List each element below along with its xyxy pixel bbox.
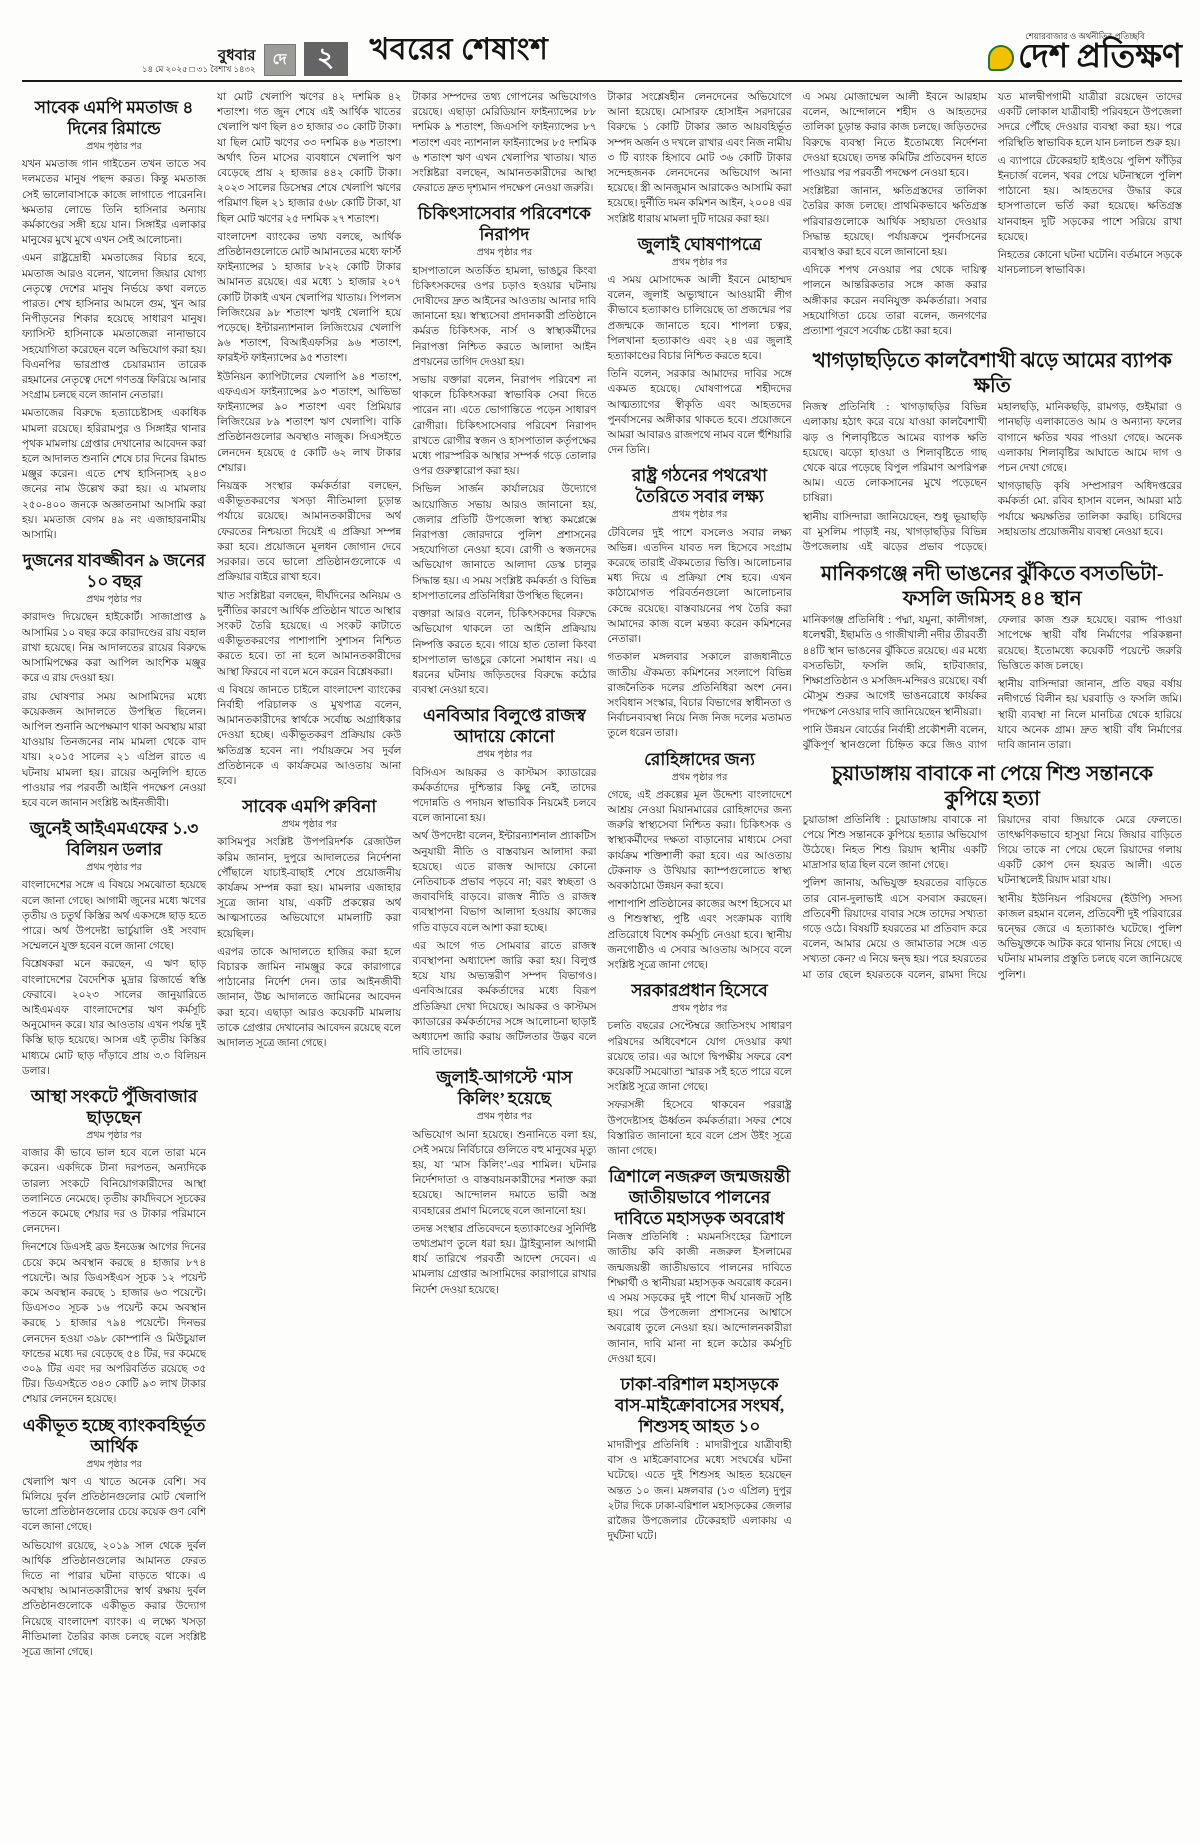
header-rule	[22, 80, 1182, 82]
continued-from-front-tag: প্রথম পৃষ্ঠার পর	[671, 772, 728, 783]
article-paragraph: নিহতের কোনো ঘটনা ঘটেনি। বর্তমানে সড়কে যানচলাচল স্বাভাবিক।	[997, 250, 1182, 277]
article-paragraph: বিশ্লেষকরা মনে করছেন, এ ঋণ ছাড় বাংলাদেশের বৈদেশিক মুদ্রার রিজার্ভে স্বস্তি ফেরাবে। ২০২৩ সালের জানুয়ারিতে আইএমএফ বাংলাদেশের ঋণ কর্মসূচি অনুমোদন করে। যার আওতায় এখন পর্যন্ত দুই কিস্তি ছাড় হয়েছে। আসন্ন এই তৃতীয় কিস্তির মাধ্যমে মোট ছাড় দাঁড়াবে প্রায় ৩.৩ বিলিয়ন ডলার।	[22, 959, 207, 1077]
article-paragraph: বক্তারা আরও বলেন, চিকিৎসকদের বিরুদ্ধে অভিযোগ থাকলে তা আইনি প্রক্রিয়ায় নিষ্পত্তি করতে হবে। গায়ে হাত তোলা কিংবা হাসপাতাল ভাঙচুর কোনো সমাধান নয়। এ ধরনের ঘটনায় জড়িতদের বিরুদ্ধে কঠোর ব্যবস্থা নেওয়া হবে।	[412, 609, 597, 697]
article-paragraph: নিজস্ব প্রতিনিধি : ময়মনসিংহের ত্রিশালে জাতীয় কবি কাজী নজরুল ইসলামের জন্মজয়ন্তী জাতীয়ভাবে পালনের দাবিতে শিক্ষার্থী ও স্থানীয়রা মহাসড়ক অবরোধ করেন। এ সময় সড়কের দুই পাশে দীর্ঘ যানজট সৃষ্টি হয়। পরে উপজেলা প্রশাসনের আশ্বাসে অবরোধ তুলে নেওয়া হয়। আন্দোলনকারীরা জানান, দাবি মানা না হলে কঠোর কর্মসূচি দেওয়া হবে।	[607, 1232, 792, 1365]
masthead-tagline: শেয়ারবাজার ও অর্থনীতির প্রতিচ্ছবি	[1025, 30, 1145, 41]
article-body	[22, 878, 206, 1079]
article-paragraph: টেবিলের দুই পাশে বসলেও সবার লক্ষ্য অভিন্ন। এতদিন যাবত দল হিসেবে সংগ্রাম করেছে তারাই ঐকমত্যের ভিত্তি। আলোচনার মধ্য দিয়ে এ প্রক্রিয়া শেষ হবে। এখন কাঠামোগত পরিবর্তনগুলো আলোচনার কেন্দ্রে রয়েছে। বাস্তবায়নের পথ তৈরি করা আমাদের কাজ বলে মন্তব্য করেন কমিশনের নেতারা।	[607, 527, 792, 646]
article	[803, 562, 1182, 754]
article	[217, 90, 401, 789]
article	[803, 349, 1182, 555]
article-paragraph: বিসিএস আয়কর ও কাস্টমস ক্যাডারের কর্মকর্তাদের দুশ্চিন্তার কিছু নেই, তাদের পদোন্নতি ও পদায়ন স্বাভাবিক নিয়মেই চলবে বলে জানানো হয়।	[412, 767, 597, 825]
article-body	[607, 1019, 791, 1159]
column-4	[607, 90, 791, 1810]
masthead-title	[988, 41, 1182, 74]
day-name: বুধবার	[217, 48, 256, 65]
continued-from-front-tag: প্রথম পৃষ্ঠার পর	[86, 1459, 142, 1470]
continued-from-front-tag: প্রথম পৃষ্ঠার পর	[281, 820, 338, 831]
article-paragraph: খাগড়াছড়ি কৃষি সম্প্রসারণ অধিদপ্তরের কর্মকর্তা মো. রবিব হাসান বলেন, আমরা মাঠ পর্যায়ে ক্ষয়ক্ষতির তালিকা করছি। চাষিদের সহায়তায় প্রয়োজনীয় ব্যবস্থা নেওয়া হবে।	[997, 481, 1182, 538]
article	[412, 90, 596, 196]
article-paragraph: নিয়ন্ত্রক সংস্থার কর্মকর্তারা বলছেন, একীভূতকরণের খসড়া নীতিমালা চূড়ান্ত পর্যায়ে রয়েছে। আমানতকারীদের অর্থ ফেরতের নিশ্চয়তা দিয়েই এ প্রক্রিয়া সম্পন্ন করা হবে। প্রয়োজনে মূলধন জোগান দেবে সরকার। তবে ভালো প্রতিষ্ঠানগুলোকে এ প্রক্রিয়ার বাইরে রাখা হবে।	[217, 481, 402, 584]
article-paragraph: এর আগে গত সোমবার রাতে রাজস্ব ব্যবস্থাপনা অধ্যাদেশ জারি করা হয়। বিলুপ্ত হয়ে যায় অভ্যন্তরীণ সম্পদ বিভাগও। এনবিআরের কর্মকর্তাদের মধ্যে বিরূপ প্রতিক্রিয়া দেখা দিয়েছে। আয়কর ও কাস্টমস ক্যাডারের কর্মকর্তাদের সঙ্গে আলোচনা ছাড়াই অধ্যাদেশ জারি করায় জটিলতার উদ্ভব বলে দাবি তাদের।	[412, 940, 597, 1059]
article	[607, 234, 791, 459]
continued-from-front-tag: প্রথম পৃষ্ঠার পর	[86, 863, 142, 874]
column-right-wide	[803, 90, 1182, 1810]
article-paragraph: পুলিশ জানায়, অভিযুক্ত হযরতের বাড়িতে তার বোন-দুলাভাই এসে বসবাস করছেন। প্রতিবেশী রিয়াদের বাবার সঙ্গে তাদের সখ্যতা গড়ে ওঠে। বিষয়টি হযরতের মা প্রতিবাদ করে বলেন, আমার মেয়ে ও জামাতার সঙ্গে এত সখ্যতা কেন? এ নিয়ে দ্বন্দ্ব হয়। পরে হযরতের মা তার ছেলে হযরতকে বলেন, রামদা দিয়ে রিয়াদের বাবা জিয়াকে মেরে ফেলতে। তাৎক্ষণিকভাবে হাসুয়া নিয়ে জিয়ার বাড়িতে গিয়ে তাকে না পেয়ে ছেলে রিয়াদের গলায় একটি কোপ দেন হযরত আলী। এতে ঘটনাস্থলেই রিয়াদ মারা যায়।	[802, 814, 1182, 981]
continued-from-front-tag: প্রথম পৃষ্ঠার পর	[671, 1004, 728, 1015]
continued-from-front-tag: প্রথম পৃষ্ঠার পর	[476, 1112, 533, 1123]
article	[412, 705, 596, 1060]
masthead-title-text: দেশ প্রতিক্ষণ	[1017, 39, 1182, 75]
article-paragraph: যখন মমতাজ গান গাইতেন তখন তাতে সব দলমতের মানুষ পছন্দ করত। কিন্তু মমতাজ সেই ভালোবাসাকে কাজে লাগাতে পারেননি। ক্ষমতার লোভে তিনি হাসিনার অন্যায় কর্মকাণ্ডের সঙ্গী হয়ে যান। সিঙ্গাইর এলাকার মানুষের মুখে মুখে এখন সেই আলোচনা।	[22, 159, 207, 247]
article	[217, 796, 401, 1051]
article	[607, 749, 791, 974]
article	[607, 1374, 791, 1544]
article-paragraph: গেছে, এই প্রকল্পের মূল উদ্দেশ্য বাংলাদেশে আশ্রয় নেওয়া মিয়ানমারের রোহিঙ্গাদের জন্য জরুরি স্বাস্থ্যসেবা নিশ্চিত করা। চিকিৎসক ও স্বাস্থ্যকর্মীদের দক্ষতা বাড়ানোর মাধ্যমে সেবা কার্যক্রম শক্তিশালী করা হবে। এর আওতায় টেকনাফ ও উখিয়ার ক্যাম্পগুলোতে স্বাস্থ্য অবকাঠামো উন্নয়ন করা হবে।	[607, 789, 792, 892]
article-paragraph: কাসিমপুর সংশ্লিষ্ট উপপরিদর্শক রেজাউল করিম জানান, দুপুরে আদালতের নির্দেশনা পৌঁছালে যাচাই-বাছাই শেষে প্রয়োজনীয় কার্যক্রম সম্পন্ন করা হয়। মামলার এজাহার সূত্রে জানা যায়, একটি প্রকল্পের অর্থ আত্মসাতের অভিযোগে মামলাটি করা হয়েছিল।	[217, 837, 402, 940]
column-3	[412, 90, 596, 1810]
article	[607, 1166, 791, 1367]
page-columns	[22, 90, 1182, 1810]
article-paragraph: যা মোট খেলাপি ঋণের ৪২ দশমিক ৪২ শতাংশ। গত জুন শেষে এই আর্থিক খাতের খেলাপি ঋণ ছিল ৪৩ হাজার ৩০ কোটি টাকা। যা ছিল মোট ঋণের ৩৩ দশমিক ৪৬ শতাংশ। অর্থাৎ তিন মাসের ব্যবধানে খেলাপি ঋণ বেড়েছে প্রায় ২ হাজার ৪৪২ কোটি টাকা। ২০২৩ সালের ডিসেম্বর শেষে খেলাপি ঋণের পরিমাণ ছিল ২১ হাজার ৫৬৮ কোটি টাকা, যা ছিল মোট ঋণের ২৫ দশমিক ২৭ শতাংশ।	[217, 92, 402, 225]
article-paragraph: তদন্ত সংস্থার প্রতিবেদনে হত্যাকাণ্ডের সুনির্দিষ্ট তথ্যপ্রমাণ তুলে ধরা হয়। ট্রাইব্যুনাল আগামী ধার্য তারিখে পরবর্তী আদেশ দেবেন। এ মামলায় গ্রেপ্তার আসামিদের কারাগারে রাখার নির্দেশ দেওয়া হয়েছে।	[412, 1223, 597, 1296]
article	[607, 465, 791, 741]
article-paragraph: বাংলাদেশ ব্যাংকের তথ্য বলছে, আর্থিক প্রতিষ্ঠানগুলোতে মোট আমানতের মধ্যে ফার্স্ট ফাইন্যান্সের ১ হাজার ৮২২ কোটি টাকার আমানত রয়েছে। এর মধ্যে ১ হাজার ২০৭ কোটি টাকাই এখন খেলাপির খাতায়। পিপলস লিজিংয়ের ৯৮ শতাংশ ঋণই খেলাপি হয়ে পড়েছে। ইন্টারন্যাশনাল লিজিংয়ের খেলাপি ৯৬ শতাংশ, বিআইএফসির ৯৬ শতাংশ, ফারইস্ট ফাইন্যান্সের ৯৫ শতাংশ।	[217, 231, 402, 365]
continued-from-front-tag: প্রথম পৃষ্ঠার পর	[86, 1130, 142, 1141]
article-paragraph: এদিকে শপথ নেওয়ার পর থেকে দায়িত্ব পালনে আন্তরিকতার সঙ্গে কাজ করার অঙ্গীকার করেন নবনিযুক্ত কর্মকর্তারা। সবার সহযোগিতা চেয়ে তারা বলেন, জনগণের প্রত্যাশা পূরণে সর্বোচ্চ চেষ্টা করা হবে।	[802, 265, 987, 338]
article-body	[217, 835, 401, 1051]
article-paragraph: ইউনিয়ন ক্যাপিটালের খেলাপি ৯৪ শতাংশ, এফএএস ফাইন্যান্সের ৯৩ শতাংশ, আভিভা ফাইন্যান্সের ৯০ শতাংশ এবং প্রিমিয়ার লিজিংয়ের ৮৯ শতাংশ ঋণ খেলাপি। বাকি প্রতিষ্ঠানগুলোর অবস্থাও নাজুক। সিএসইতে লেনদেন হয়েছে ৫ কোটি ৬২ লাখ টাকার শেয়ার।	[217, 371, 402, 474]
masthead-emblem-icon	[988, 45, 1014, 71]
article-headline: জুলাই-আগস্টে ‘মাস কিলিং’ হয়েছে	[436, 1068, 573, 1109]
article	[412, 1067, 596, 1297]
article-paragraph: হাসপাতালে অতর্কিত হামলা, ভাঙচুর কিংবা চিকিৎসকদের ওপর চড়াও হওয়ার ঘটনায় দোষীদের দ্রুত আইনের আওতায় আনার দাবি জানানো হয়। স্বাস্থ্যসেবা প্রদানকারী প্রতিষ্ঠানে কর্মরত চিকিৎসক, নার্স ও স্বাস্থ্যকর্মীদের নিরাপত্তা নিশ্চিত করতে আলাদা আইন প্রণয়নের তাগিদ দেওয়া হয়।	[412, 265, 597, 368]
article-paragraph: এ সময় মোসাদ্দেক আলী ইবনে মোহাম্মদ বলেন, জুলাই অভ্যুত্থানে আওয়ামী লীগ কীভাবে হত্যাকাণ্ড চালিয়েছে তা প্রজন্মের পর প্রজন্মকে জানাতে হবে। শাপলা চত্বর, পিলখানা হত্যাকাণ্ড এবং ২৪ এর জুলাই হত্যাকাণ্ডের বিচার নিশ্চিত করতে হবে।	[607, 275, 792, 363]
article-body	[803, 613, 1182, 754]
article-paragraph: চুয়াডাঙ্গা প্রতিনিধি : চুয়াডাঙ্গায় বাবাকে না পেয়ে শিশু সন্তানকে কুপিয়ে হত্যার অভিযোগ উঠেছে। নিহত শিশু রিয়াদ স্থানীয় একটি মাদ্রাসার ছাত্র ছিল বলে জানা গেছে।	[802, 814, 987, 872]
article-paragraph: স্থানীয় বাসিন্দারা জানান, প্রতি বছর বর্ষায় নদীগর্ভে বিলীন হয় ঘরবাড়ি ও ফসলি জমি। স্থায়ী ব্যবস্থা না নিলে মানচিত্র থেকে হারিয়ে যাবে অনেক গ্রাম। দ্রুত স্থায়ী বাঁধ নির্মাণের দাবি জানান তারা।	[997, 679, 1182, 751]
article	[412, 203, 596, 698]
article-paragraph: চলতি বছরের সেপ্টেম্বরে জাতিসংঘ সাধারণ পরিষদের অধিবেশনে যোগ দেওয়ার কথা রয়েছে তার। এর আগে দ্বিপক্ষীয় সফরে বেশ কয়েকটি সমঝোতা স্মারক সই হতে পারে বলে সংশ্লিষ্ট সূত্রে জানা গেছে।	[607, 1021, 792, 1094]
article-body	[22, 157, 206, 543]
article-paragraph: বাংলাদেশের সঙ্গে এ বিষয়ে সমঝোতা হয়েছে বলে জানা গেছে। আগামী জুনের মধ্যে ঋণের তৃতীয় ও চতুর্থ কিস্তির অর্থ একসঙ্গে ছাড় হতে পারে। অর্থ উপদেষ্টা ভার্চুয়ালি ওই সংবাদ সম্মেলনে যুক্ত হবেন বলে জানা গেছে।	[22, 880, 207, 953]
article-headline: ত্রিশালে নজরুল জন্মজয়ন্তী জাতীয়ভাবে পালনের দাবিতে মহাসড়ক অবরোধ	[608, 1167, 791, 1229]
article-body	[803, 400, 1182, 555]
article-body	[803, 813, 1182, 985]
article-paragraph: অর্থ উপদেষ্টা বলেন, ইন্টারন্যাশনাল প্র্যাকটিস অনুযায়ী নীতি ও বাস্তবায়ন আলাদা করা হয়েছে। এতে রাজস্ব আদায়ে কোনো নেতিবাচক প্রভাব পড়বে না; বরং স্বচ্ছতা ও জবাবদিহি বাড়বে। রাজস্ব নীতি ও রাজস্ব ব্যবস্থাপনা বিভাগ আলাদা হওয়ায় কাজের গতি বাড়বে বলে আশা করা হচ্ছে।	[412, 831, 597, 934]
article-headline: খাগড়াছড়িতে কালবৈশাখী ঝড়ে আমের ব্যাপক ক্ষতি	[812, 350, 1172, 398]
article-paragraph: বাজার কী ভাবে ভাল হবে বলে তারা মনে করেন। একদিকে টানা দরপতন, অন্যদিকে তারল্য সংকটে বিনিয়োগকারীদের আস্থা তলানিতে নেমেছে। তৃতীয় কার্যদিবসে সূচকের পতনে কমেছে শেয়ার দর ও টাকার পরিমানে লেনদেন।	[22, 1148, 207, 1236]
article-headline: রাষ্ট্র গঠনের পথরেখা তৈরিতে সবার লক্ষ্য	[632, 466, 768, 507]
section-title: খবরের শেষাংশ	[369, 33, 549, 66]
right-subcolumn-2	[998, 90, 1182, 342]
article-paragraph: দিনশেষে ডিএসই ব্রড ইনডেক্স আগের দিনের চেয়ে কমে অবস্থান করছে ৪ হাজার ৮৭৪ পয়েন্টে। আর ডিএসইএস সূচক ১২ পয়েন্ট কমে অবস্থান করছে ১ হাজার ৬৩ পয়েন্টে। ডিএস৩০ সূচক ১৬ পয়েন্ট কমে অবস্থান করছে ১ হাজার ৭৯৪ পয়েন্টে। দিনভর লেনদেন হওয়া ৩৯৮ কোম্পানি ও মিউচুয়াল ফান্ডের মধ্যে দর বেড়েছে ৫৪ টির, দর কমেছে ৩০৯ টির এবং দর অপরিবর্তিত রয়েছে ৩৫ টির। ডিএসইতে ৩৪৩ কোটি ৯৩ লাখ টাকার শেয়ার লেনদেন হয়েছে।	[22, 1242, 207, 1406]
article-body	[22, 1146, 206, 1407]
right-subcolumn-1	[803, 90, 987, 342]
article-paragraph: অভিযোগ রয়েছে, ২০১৯ সাল থেকে দুর্বল আর্থিক প্রতিষ্ঠানগুলোর আমানত ফেরত দিতে না পারার ঘটনা বাড়তে থাকে। এ অবস্থায় আমানতকারীদের স্বার্থ রক্ষায় দুর্বল প্রতিষ্ঠানগুলোকে একীভূত করার উদ্যোগ নিয়েছে বাংলাদেশ ব্যাংক। এ লক্ষ্যে খসড়া নীতিমালা তৈরির কাজ চলছে বলে সংশ্লিষ্ট সূত্রে জানা গেছে।	[22, 1540, 207, 1659]
article-headline: চিকিৎসাসেবার পরিবেশকে নিরাপদ	[417, 204, 591, 245]
article-paragraph: টাকার সংশ্লেষহীন লেনদেনের অভিযোগে আনা হয়েছে। মোসারফ হোসাইন সরদারের বিরুদ্ধে ১ কোটি টাকার জ্ঞাত আয়বহির্ভূত সম্পদ অর্জন ও দখলে রাখার এবং নিজ নামীয় ৩ টি ব্যাংক হিসাবে মোট ৩৬ কোটি টাকার সন্দেহজনক লেনদেনের অভিযোগ আনা হয়েছে। স্ত্রী আনজুমান আরাকেও আসামি করা হয়েছে। দুর্নীতি দমন কমিশন আইন, ২০০৪ এর সংশ্লিষ্ট ধারায় মামলা দুটি দায়ের করা হয়।	[607, 92, 792, 225]
article-paragraph: এরপর তাকে আদালতে হাজির করা হলে বিচারক জামিন নামঞ্জুর করে কারাগারে পাঠানোর নির্দেশ দেন। তার আইনজীবী জানান, উচ্চ আদালতে জামিনের আবেদন করা হবে। এছাড়া আরও কয়েকটি মামলায় তাকে গ্রেপ্তার দেখানোর আবেদন রয়েছে বলে আদালত সূত্রে জানা গেছে।	[217, 946, 402, 1049]
right-wide-articles	[803, 349, 1182, 984]
article-headline: এনবিআর বিলুপ্তে রাজস্ব আদায়ে কোনো	[423, 706, 586, 747]
article-headline: দুজনের যাবজ্জীবন ৯ জনের ১০ বছর	[22, 551, 206, 592]
article-headline: ঢাকা-বরিশাল মহাসড়কে বাস-মাইক্রোবাসের সংঘর্ষ, শিশুসহ আহত ১০	[614, 1375, 785, 1437]
article-headline: আস্থা সংকটে পুঁজিবাজার ছাড়ছেন	[30, 1086, 198, 1127]
article-body	[607, 526, 791, 742]
article	[22, 550, 206, 811]
article-body	[217, 90, 401, 789]
continued-from-front-tag: প্রথম পৃষ্ঠার পর	[476, 750, 533, 761]
article-headline: সাবেক এমপি মমতাজ ৪ দিনের রিমান্ডে	[34, 98, 194, 138]
article-body	[412, 264, 596, 699]
article-headline: সাবেক এমপি রুবিনা	[242, 797, 377, 817]
article	[22, 97, 206, 543]
article	[803, 762, 1182, 985]
page-header	[22, 14, 1182, 76]
article-body	[22, 610, 206, 811]
article-body	[607, 90, 791, 227]
continued-from-front-tag: প্রথম পৃষ্ঠার পর	[671, 257, 728, 268]
article-headline: সরকারপ্রধান হিসেবে	[631, 981, 768, 1001]
continued-from-front-tag: প্রথম পৃষ্ঠার পর	[86, 142, 142, 152]
article-paragraph: পানি উন্নয়ন বোর্ডের নির্বাহী প্রকৌশলী বলেন, ঝুঁকিপূর্ণ স্থানগুলো চিহ্নিত করে জিও ব্যাগ ফেলার কাজ শুরু হয়েছে। বরাদ্দ পাওয়া সাপেক্ষে স্থায়ী বাঁধ নির্মাণের পরিকল্পনা রয়েছে। ইতোমধ্যে কয়েকটি পয়েন্টে জরুরি ভিত্তিতে কাজ চলছে।	[802, 615, 1182, 751]
article-paragraph: সফরসঙ্গী হিসেবে থাকবেন পররাষ্ট্র উপদেষ্টাসহ ঊর্ধ্বতন কর্মকর্তারা। সফর শেষে বিস্তারিত জানানো হবে বলে প্রেস উইং সূত্রে জানা গেছে।	[607, 1100, 792, 1157]
article-paragraph: তিনি বলেন, সরকার আমাদের দাবির সঙ্গে একমত হয়েছে। ঘোষণাপত্রে শহীদদের আত্মত্যাগের স্বীকৃতি এবং আহতদের পুনর্বাসনের অঙ্গীকার থাকতে হবে। প্রয়োজনে আমরা আবারও রাজপথে নামব বলে হুঁশিয়ারি দেন তিনি।	[607, 369, 792, 457]
article-paragraph: অভিযোগ আনা হয়েছে। শুনানিতে বলা হয়, সেই সময়ে নির্বিচারে গুলিতে বহু মানুষের মৃত্যু হয়, যা ‘মাস কিলিং’-এর শামিল। ঘটনার নির্দেশদাতা ও বাস্তবায়নকারীদের শনাক্ত করা হয়েছে। আন্দোলন দমাতে ভারী অস্ত্র ব্যবহারের প্রমাণ মিলেছে বলে জানানো হয়।	[412, 1129, 597, 1217]
article-body	[607, 1438, 791, 1544]
article-headline: একীভূত হচ্ছে ব্যাংকবহির্ভূত আর্থিক	[22, 1415, 206, 1456]
article-headline: মানিকগঞ্জে নদী ভাঙনের ঝুঁকিতে বসতভিটা-ফসলি জমিসহ ৪৪ স্থান	[821, 563, 1164, 611]
article-paragraph: এ ব্যাপারে টেকেরহাট হাইওয়ে পুলিশ ফাঁড়ির ইনচার্জ বলেন, খবর পেয়ে ঘটনাস্থলে পুলিশ পাঠানো হয়। আহতদের উদ্ধার করে হাসপাতালে ভর্তি করা হয়েছে। ক্ষতিগ্রস্ত যানবাহন দুটি সড়কের পাশে সরিয়ে রাখা হয়েছে।	[997, 155, 1182, 243]
article-paragraph: গতকাল মঙ্গলবার সকালে রাজধানীতে জাতীয় ঐকমত্য কমিশনের সংলাপে বিভিন্ন রাজনৈতিক দলের প্রতিনিধিরা অংশ নেন। সংবিধান সংস্কার, বিচার বিভাগের স্বাধীনতা ও নির্বাচনব্যবস্থা নিয়ে নিজ নিজ দলের মতামত তুলে ধরেন তারা।	[607, 652, 792, 740]
article-headline: চুয়াডাঙ্গায় বাবাকে না পেয়ে শিশু সন্তানকে কুপিয়ে হত্যা	[831, 762, 1154, 810]
continued-from-front-tag: প্রথম পৃষ্ঠার পর	[671, 510, 728, 521]
article-paragraph: সংশ্লিষ্টরা জানান, ক্ষতিগ্রস্তদের তালিকা তৈরির কাজ চলছে। প্রাথমিকভাবে ক্ষতিগ্রস্ত পরিবারগুলোকে আর্থিক সহায়তা দেওয়ার সিদ্ধান্ত হয়েছে। পর্যায়ক্রমে পুনর্বাসনের ব্যবস্থাও করা হবে বলে জানানো হয়।	[802, 186, 987, 259]
article-headline: জুলাই ঘোষণাপত্রে	[637, 234, 762, 254]
article	[607, 980, 791, 1159]
article	[22, 818, 206, 1079]
article-body	[607, 273, 791, 458]
article-paragraph: কারাদণ্ড দিয়েছেন হাইকোর্ট। সাজাপ্রাপ্ত ৯ আসামির ১০ বছর করে কারাদণ্ডের রায় বহাল রাখা হয়েছে। নিম্ন আদালতের রায়ের বিরুদ্ধে আসামিপক্ষের করা আপিল আংশিক মঞ্জুর করে এ রায় দেওয়া হয়।	[22, 612, 207, 685]
article-headline: রোহিঙ্গাদের জন্য	[644, 749, 755, 769]
article-paragraph: মাদারীপুর প্রতিনিধি : মাদারীপুরে যাত্রীবাহী বাস ও মাইক্রোবাসের মধ্যে সংঘর্ষের ঘটনা ঘটেছে। এতে দুই শিশুসহ আহত হয়েছেন অন্তত ১০ জন। মঙ্গলবার (১৩ এপ্রিল) দুপুর ২টার দিকে ঢাকা-বরিশাল মহাসড়কের জেলার রাজৈর উপজেলার টেকেরহাট এলাকায় এ দুর্ঘটনা ঘটে।	[607, 1440, 792, 1543]
article-paragraph: রায় ঘোষণার সময় আসামিদের মধ্যে কয়েকজন আদালতে উপস্থিত ছিলেন। আপিল শুনানি অপেক্ষমাণ থাকা অবস্থায় মারা যাওয়ায় তিনজনের নাম মামলা থেকে বাদ যায়। ২০১৫ সালের ২১ এপ্রিল রাতে এ ঘটনায় মামলা হয়। রায়ের অনুলিপি হাতে পাওয়ার পর পরবর্তী আইনি পদক্ষেপ নেওয়া হবে বলে জানান সংশ্লিষ্ট আইনজীবী।	[22, 691, 207, 809]
article-paragraph: খেলাপি ঋণ এ খাতে অনেক বেশি। সব মিলিয়ে দুর্বল প্রতিষ্ঠানগুলোর মোট খেলাপি ভালো প্রতিষ্ঠানগুলোর চেয়ে কয়েক গুণ বেশি বলে জানা গেছে।	[22, 1476, 207, 1534]
article-paragraph: এ সময় মোজাম্মেল আলী ইবনে আরহাম বলেন, আন্দোলনে শহীদ ও আহতদের তালিকা চূড়ান্ত করার কাজ চলছে। জড়িতদের বিরুদ্ধে ব্যবস্থা নিতে ইতোমধ্যে নির্দেশনা দেওয়া হয়েছে। তদন্ত কমিটির প্রতিবেদন হাতে পাওয়ার পর পরবর্তী পদক্ষেপ নেওয়া হবে।	[802, 92, 987, 180]
article-body	[412, 90, 596, 196]
continued-from-front-tag: প্রথম পৃষ্ঠার পর	[476, 248, 533, 259]
article-paragraph: স্থানীয় বাসিন্দারা জানিয়েছেন, শুধু ভূয়াছড়ি বা মুসলিম পাড়াই নয়, খাগড়াছড়ির বিভিন্ন উপজেলায় এই ঝড়ের প্রভাব পড়েছে। মহালছড়ি, মানিকছড়ি, রামগড়, গুইমারা ও পানছড়ি এলাকাতেও আম ও অন্যান্য ফলের বাগানে ক্ষতির খবর পাওয়া গেছে। অনেক এলাকায় শিলাবৃষ্টির আঘাতে আমে দাগ ও পচন দেখা গেছে।	[802, 402, 1182, 554]
article-paragraph: সিভিল সার্জন কার্যালয়ের উদ্যোগে আয়োজিত সভায় আরও জানানো হয়, জেলার প্রতিটি উপজেলা স্বাস্থ্য কমপ্লেক্সে নিরাপত্তা জোরদারে পুলিশ প্রশাসনের সহযোগিতা নেওয়া হবে। রোগী ও স্বজনদের অভিযোগ জানাতে আলাদা ডেস্ক চালুর সিদ্ধান্ত হয়। এ সময় সংশ্লিষ্ট কর্মকর্তা ও বিভিন্ন হাসপাতালের প্রতিনিধিরা উপস্থিত ছিলেন।	[412, 484, 597, 602]
article-paragraph: এ বিষয়ে জানতে চাইলে বাংলাদেশ ব্যাংকের নির্বাহী পরিচালক ও মুখপাত্র বলেন, আমানতকারীদের স্বার্থকে সর্বোচ্চ অগ্রাধিকার দেওয়া হচ্ছে। একীভূতকরণ প্রক্রিয়ায় কেউ ক্ষতিগ্রস্ত হবেন না। পর্যায়ক্রমে সব দুর্বল প্রতিষ্ঠানকে এ কার্যক্রমের আওতায় আনা হবে।	[217, 684, 402, 787]
article-body	[22, 1475, 206, 1660]
continued-from-front-tag: প্রথম পৃষ্ঠার পর	[86, 595, 142, 606]
article-paragraph: খাত সংশ্লিষ্টরা বলছেন, দীর্ঘদিনের অনিয়ম ও দুর্নীতির কারণে আর্থিক প্রতিষ্ঠান খাতে আস্থার সংকট তৈরি হয়েছে। এ সংকট কাটাতে একীভূতকরণের পাশাপাশি সুশাসন নিশ্চিত করতে হবে। তা না হলে আমানতকারীদের আস্থা ফিরবে না বলে মনে করেন বিশ্লেষকরা।	[217, 590, 402, 678]
article	[22, 1086, 206, 1408]
paper-logo-mark: দে	[264, 44, 296, 76]
column-1	[22, 90, 206, 1810]
article-body	[607, 788, 791, 973]
date-line: ১৪ মে ২০২৫ □ ৩১ বৈশাখ ১৪৩২	[142, 63, 256, 74]
article-body	[412, 766, 596, 1061]
article-paragraph: মানিকগঞ্জ প্রতিনিধি : পদ্মা, যমুনা, কালীগঙ্গা, ধলেশ্বরী, ইছামতি ও গাজীখালী নদীর তীরবর্তী ৪৪টি স্থান ভাঙনের ঝুঁকিতে রয়েছে। এর মধ্যে বসতভিটা, ফসলি জমি, হাটবাজার, শিক্ষাপ্রতিষ্ঠান ও মসজিদ-মন্দিরও রয়েছে। বর্ষা মৌসুম শুরুর আগেই ভাঙনরোধে কার্যকর পদক্ষেপ নেওয়ার দাবি জানিয়েছেন স্থানীয়রা।	[802, 615, 987, 718]
page-number: ২	[304, 42, 348, 76]
article-paragraph: পাশাপাশি প্রতিষ্ঠানের কাজের অংশ হিসেবে মা ও শিশুস্বাস্থ্য, পুষ্টি এবং সংক্রামক ব্যাধি প্রতিরোধে বিশেষ কর্মসূচি নেওয়া হবে। স্থানীয় জনগোষ্ঠীও এ সেবার আওতায় আসবে বলে সংশ্লিষ্ট সূত্রে জানা গেছে।	[607, 899, 792, 971]
article-body	[607, 1230, 791, 1367]
article-headline: জুনেই আইএমএফের ১.৩ বিলিয়ন ডলার	[29, 819, 199, 860]
article-body	[412, 1128, 596, 1298]
article-paragraph: নিজস্ব প্রতিনিধি : খাগড়াছড়ির বিভিন্ন এলাকায় হঠাৎ করে বয়ে যাওয়া কালবৈশাখী ঝড় ও শিলাবৃষ্টিতে আমের ব্যাপক ক্ষতি হয়েছে। ঝড়ো হাওয়া ও শিলাবৃষ্টিতে গাছ থেকে ঝরে পড়েছে বিপুল পরিমাণ অপরিপক্ব আম। এতে লোকসানের মুখে পড়েছেন চাষিরা।	[802, 402, 987, 505]
article-paragraph: মমতাজের বিরুদ্ধে হত্যাচেষ্টাসহ একাধিক মামলা রয়েছে। হরিরামপুর ও সিঙ্গাইর থানার পৃথক মামলায় গ্রেপ্তার দেখানোর আবেদন করা হলে আদালত শুনানি শেষে চার দিনের রিমান্ড মঞ্জুর করেন। এতে শেখ হাসিনাসহ ২৪৩ জনের নাম উল্লেখ করা হয়। এ মামলায় ২৫০-৪০০ জনকে অজ্ঞাতনামা আসামি করা হয়। মমতাজ বেগম ৪৯ নং এজাহারনামীয় আসামি।	[22, 408, 207, 542]
article-paragraph: স্থানীয় ইউনিয়ন পরিষদের (ইউপি) সদস্য কাজল রহমান বলেন, প্রতিবেশী দুই পরিবারের দ্বন্দ্বের জেরে এ হত্যাকাণ্ড ঘটেছে। পুলিশ অভিযুক্তকে আটক করে থানায় নিয়ে গেছে। এ ঘটনায় মামলার প্রস্তুতি চলছে বলে জানিয়েছে পুলিশ।	[997, 893, 1182, 981]
article-paragraph: এমন রাষ্ট্রদ্রোহী মমতাজের বিচার হবে, মমতাজ আরও বলেন, খালেদা জিয়ার যোগ্য নেতৃত্বে দেশের মানুষ নির্ভয়ে কথা বলতে পারত। শেখ হাসিনার আমলে গুম, খুন আর নিপীড়নের শিকার হয়েছে সাধারণ মানুষ। ফ্যাসিস্ট হাসিনাকে মমতাজেরা নানাভাবে সহযোগিতা করেছেন বলে অভিযোগ করা হয়। বিএনপির ভারপ্রাপ্ত চেয়ারম্যান তারেক রহমানের নেতৃত্বে দেশে গণতন্ত্র ফিরিয়ে আনার সংগ্রাম চলছে বলে জানান নেতারা।	[22, 253, 207, 402]
right-top-subcolumns	[803, 90, 1182, 342]
article-paragraph: টাকার সম্পদের তথ্য গোপনের অভিযোগও রয়েছে। এছাড়া মেরিডিয়ান ফাইন্যান্সের ৮৮ দশমিক ৯ শতাংশ, জিএসপি ফাইন্যান্সের ৮৭ শতাংশ এবং ন্যাশনাল ফাইন্যান্সের ৮৫ দশমিক ৬ শতাংশ ঋণ এখন খেলাপির খাতায়। খাত সংশ্লিষ্টরা বলছেন, আমানতকারীদের আস্থা ফেরাতে দ্রুত দৃশ্যমান পদক্ষেপ নেওয়া জরুরি।	[412, 92, 597, 195]
article	[22, 1415, 206, 1661]
article-paragraph: যত মালদ্বীপগামী যাত্রীরা রয়েছেন তাদের একটি লোকাল যাত্রীবাহী পরিবহনে উপজেলা সদরে পৌঁছে দেওয়ার ব্যবস্থা করা হয়। পরে পরিস্থিতি স্বাভাবিক হলে যান চলাচল শুরু হয়।	[997, 92, 1182, 149]
column-2	[217, 90, 401, 1810]
article	[607, 90, 791, 227]
article-paragraph: সভায় বক্তারা বলেন, নিরাপদ পরিবেশ না থাকলে চিকিৎসকরা স্বাভাবিক সেবা দিতে পারেন না। এতে ভোগান্তিতে পড়েন সাধারণ রোগীরা। চিকিৎসাসেবার পরিবেশ নিরাপদ রাখতে রোগীর স্বজন ও হাসপাতাল কর্তৃপক্ষের মধ্যে পারস্পরিক আস্থার সম্পর্ক গড়ে তোলার ওপর গুরুত্বারোপ করা হয়।	[412, 375, 597, 478]
